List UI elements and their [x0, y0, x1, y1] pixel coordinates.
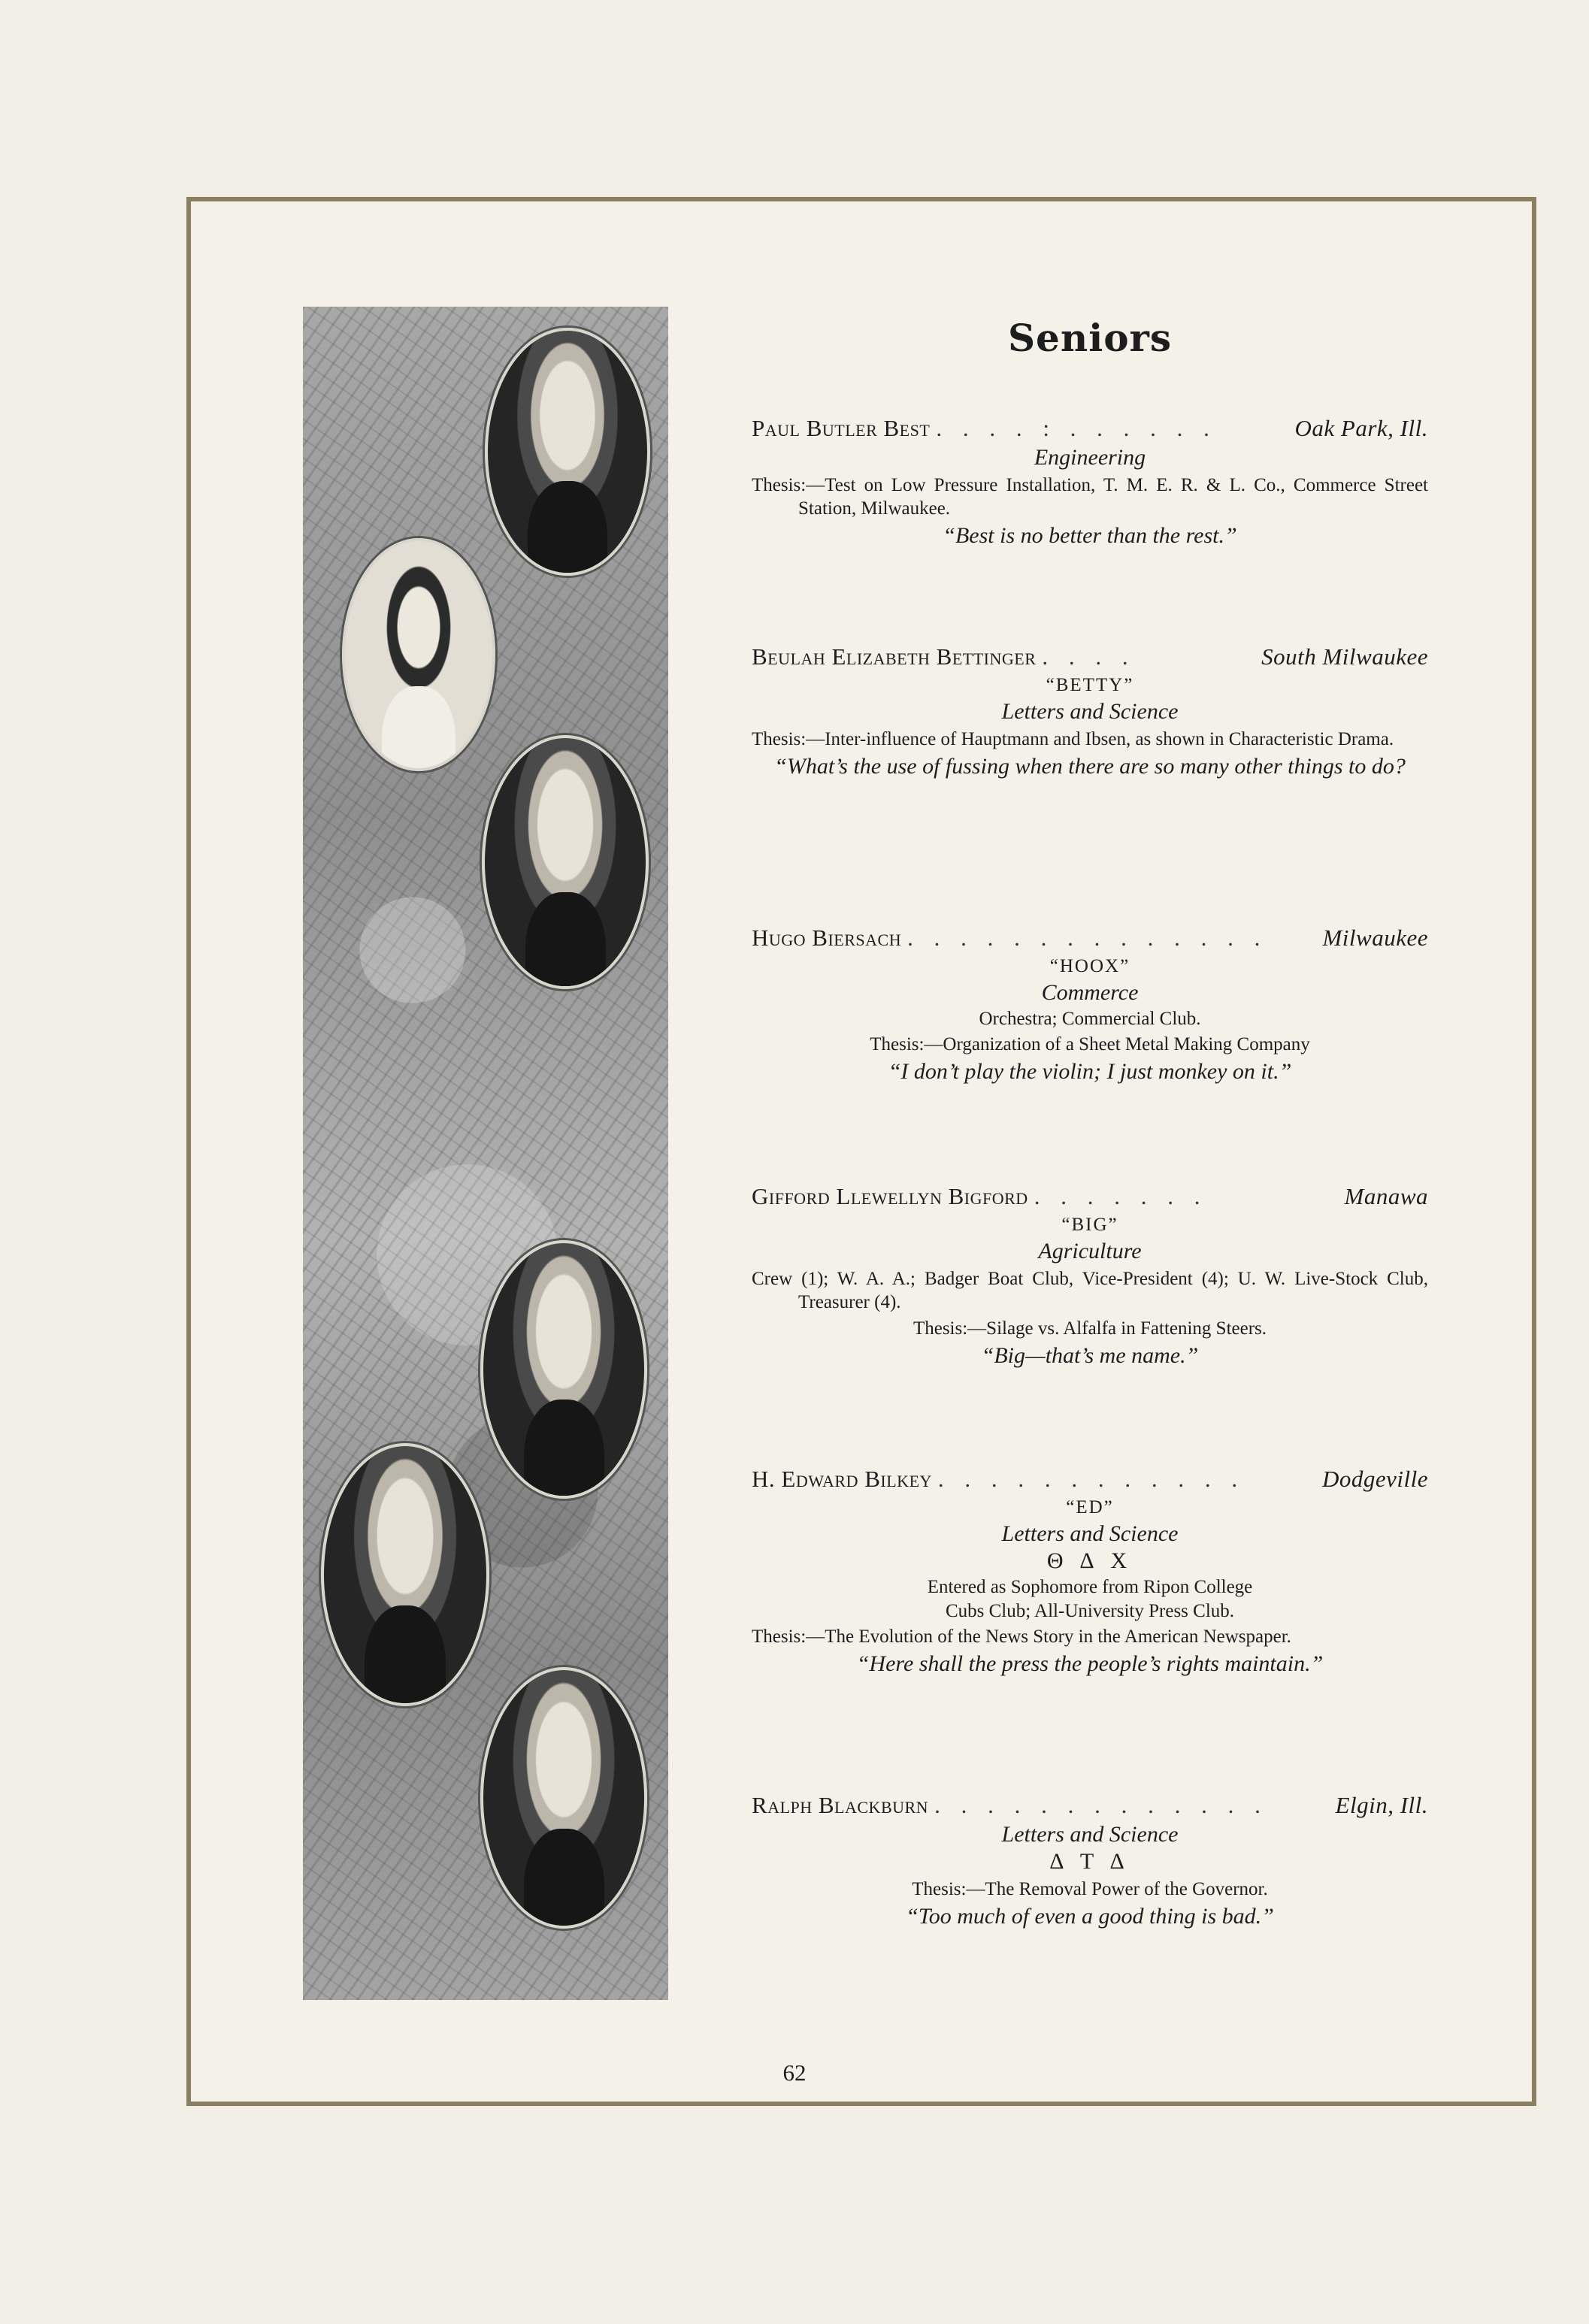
entry-biersach	[752, 924, 1428, 1085]
thesis: Thesis:—Inter-influence of Hauptmann and Ibsen, as shown in Characteristic Drama.	[752, 729, 1394, 749]
student-name: Hugo Biersach	[752, 924, 902, 951]
course: Letters and Science	[1001, 1822, 1179, 1847]
nickname: “ED”	[1066, 1497, 1114, 1518]
entry-best	[752, 415, 1428, 549]
nickname: “BETTY”	[1046, 675, 1134, 695]
hometown: Manawa	[1344, 1183, 1428, 1209]
portrait-blackburn	[480, 1667, 647, 1929]
quote: “What’s the use of fussing when there are so many other things to do?	[774, 754, 1406, 779]
hometown: Milwaukee	[1322, 924, 1428, 951]
portrait-best	[485, 328, 650, 576]
entry-bigford	[752, 1183, 1428, 1369]
leader-dots: . . . . . . . . . . . . .	[934, 1792, 1268, 1818]
student-name: Paul Butler Best	[752, 415, 931, 441]
activities: Crew (1); W. A. A.; Badger Boat Club, Vice-President (4); U. W. Live-Stock Club, Treasurer (4).	[752, 1269, 1428, 1312]
activities: Orchestra; Commercial Club.	[979, 1009, 1201, 1029]
course: Letters and Science	[1001, 1521, 1179, 1546]
portrait-bigford	[480, 1240, 647, 1499]
hometown: Oak Park, Ill.	[1294, 415, 1428, 441]
quote: “Best is no better than the rest.”	[943, 523, 1237, 548]
nickname: “BIG”	[1061, 1215, 1118, 1235]
page-number: 62	[782, 2059, 807, 2086]
thesis: Thesis:—The Removal Power of the Governor.	[912, 1879, 1268, 1899]
portrait-biersach	[482, 735, 649, 989]
entry-heading	[752, 643, 1428, 670]
quote: “Big—that’s me name.”	[981, 1343, 1199, 1368]
fraternity: Δ Τ Δ	[1049, 1849, 1130, 1874]
student-name: Beulah Elizabeth Bettinger	[752, 643, 1037, 670]
course: Commerce	[1041, 980, 1139, 1005]
thesis: Thesis:—Organization of a Sheet Metal Making Company	[870, 1034, 1310, 1055]
thesis: Thesis:—Silage vs. Alfalfa in Fattening Steers.	[913, 1318, 1267, 1339]
entry-blackburn	[752, 1792, 1428, 1929]
portrait-bettinger	[342, 538, 495, 771]
course: Agriculture	[1038, 1239, 1142, 1263]
portrait-bilkey	[321, 1443, 489, 1706]
thesis: Thesis:—The Evolution of the News Story in the American Newspaper.	[752, 1626, 1291, 1647]
entry-heading	[752, 924, 1428, 952]
course: Engineering	[1034, 445, 1146, 470]
activities-2: Cubs Club; All-University Press Club.	[945, 1601, 1235, 1621]
entry-bettinger	[752, 643, 1428, 779]
quote: “Here shall the press the people’s rights maintain.”	[856, 1651, 1324, 1676]
student-name: H. Edward Bilkey	[752, 1466, 932, 1492]
leader-dots: . . . . . . . . . . . .	[937, 1466, 1245, 1492]
entry-heading	[752, 1183, 1428, 1210]
student-name: Ralph Blackburn	[752, 1792, 929, 1818]
entry-heading	[752, 1466, 1428, 1493]
quote: “I don’t play the violin; I just monkey on it.”	[888, 1059, 1292, 1084]
leader-dots: . . . . . . .	[1034, 1183, 1208, 1209]
fraternity: Θ Δ Χ	[1046, 1548, 1133, 1573]
leader-dots: . . . .	[1042, 643, 1136, 670]
quote: “Too much of even a good thing is bad.”	[906, 1904, 1274, 1929]
leader-dots: . . . . : . . . . . .	[936, 415, 1217, 441]
portrait-column	[303, 307, 668, 2000]
hometown: Dodgeville	[1321, 1466, 1428, 1492]
course: Letters and Science	[1001, 699, 1179, 724]
entry-heading	[752, 1792, 1428, 1819]
entry-heading	[752, 415, 1428, 442]
entry-bilkey	[752, 1466, 1428, 1677]
student-name: Gifford Llewellyn Bigford	[752, 1183, 1028, 1209]
leader-dots: . . . . . . . . . . . . . .	[907, 924, 1268, 951]
hometown: South Milwaukee	[1261, 643, 1428, 670]
activities: Entered as Sophomore from Ripon College	[927, 1577, 1253, 1597]
page-title: Seniors	[1007, 316, 1173, 360]
thesis: Thesis:—Test on Low Pressure Installation, T. M. E. R. & L. Co., Commerce Street Station, Milwaukee.	[752, 475, 1428, 519]
hometown: Elgin, Ill.	[1335, 1792, 1428, 1818]
nickname: “HOOX”	[1049, 956, 1130, 976]
